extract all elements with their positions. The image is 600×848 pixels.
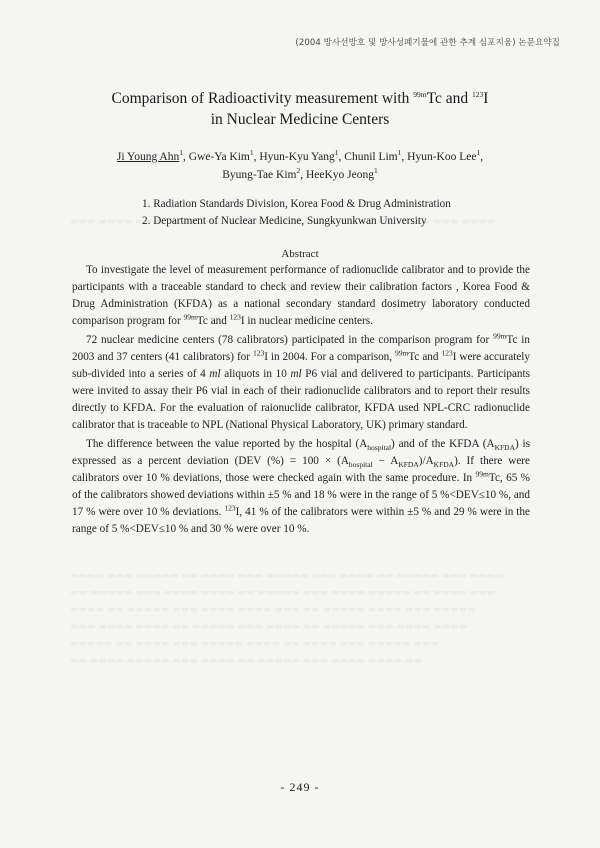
abstract-paragraph-2: 72 nuclear medicine centers (78 calibrators) participated in the comparison program for $^{99m}$Tc in 2003 and 37 centers (41 calibrators) for $^{123}$I in 2004. For a comparison, $^{99m}$Tc and $^{123}$I were accurately sub-divided into a series of 4 ml aliquots in 10 ml P6 vial and delivered to participants. Participants were invited to assay their P6 vial in each of their radionuclide calibrators and to report their results directly to KFDA. For the evaluation of raionuclide calibrator, KFDA used NPL-CRC radionuclide calibrator that is traceable to NPL (National Physical Laboratory, UK) primary standard. — [72, 331, 531, 431]
bleed-through-text — [70, 619, 530, 636]
bleed-through-text — [70, 585, 530, 602]
author-name: Gwe-Ya Kim — [188, 151, 250, 163]
paper-title — [0, 88, 600, 130]
running-header: (2004 방사선방호 및 방사성폐기물에 관한 추계 심포지움) 논문요약집 — [295, 38, 560, 48]
abstract-body — [72, 262, 530, 538]
title-line-2: in Nuclear Medicine Centers — [210, 111, 390, 128]
bleed-through-text — [70, 214, 530, 231]
author-name: Ji Young Ahn — [116, 151, 180, 163]
page-number: - 249 - — [280, 780, 320, 794]
author-line-2: Byung-Tae Kim$^2$, HeeKyo Jeong$^1$ — [222, 166, 378, 181]
author-name: Hyun-Kyu Yang — [259, 151, 335, 163]
bleed-through-text — [70, 636, 530, 653]
author-name: HeeKyo Jeong — [305, 169, 375, 181]
author-line-1: Ji Young Ahn$^1$, Gwe-Ya Kim$^1$, Hyun-Kyu Yang$^1$, Chunil Lim$^1$, Hyun-Koo Lee$^1$, — [116, 148, 484, 163]
abstract-paragraph-3: The difference between the value reported by the hospital $(A_{hospital})$ and of the KFDA $(A_{KFDA})$ is expressed as a percent deviation (DEV (%) = $100 \times (A_{hospital} - A_{KFDA})/A_{KFDA}$). If there were calibrators over 10 % deviations, those were checked again with the same procedure. In $^{99m}$Tc, 65 % of the calibrators showed deviations within ±5 % and 18 % were in the range of 5 %<DEV≤10 %, and 17 % were over 10 % deviations. $^{123}$I, 41 % of the calibrators were within ±5 % and 29 % were in the range of 5 %<DEV≤10 % and 30 % were over 10 %. — [72, 438, 531, 535]
author-name: Byung-Tae Kim — [222, 169, 297, 181]
bleed-through-text — [70, 653, 530, 670]
author-list — [0, 148, 600, 184]
author-name: Chunil Lim — [344, 151, 398, 163]
affiliation-1: 1. Radiation Standards Division, Korea Food & Drug Administration — [142, 198, 451, 210]
title-line-1: Comparison of Radioactivity measurement with $^{99m}$Tc and $^{123}$I — [111, 89, 489, 107]
bleed-through-text — [70, 568, 530, 585]
abstract-heading: Abstract — [281, 248, 319, 260]
bleed-through-text — [70, 602, 530, 619]
affiliation-2: 2. Department of Nuclear Medicine, Sungkyunkwan University — [142, 215, 427, 227]
abstract-paragraph-1: To investigate the level of measurement performance of radionuclide calibrator and to provide the participants with a traceable standard to check and review their calibration factors , Korea Food & Drug Administration (KFDA) as a national secondary standard dosimetry laboratory conducted comparison program for $^{99m}$Tc and $^{123}$I in nuclear medicine centers. — [72, 264, 530, 327]
author-name: Hyun-Koo Lee — [407, 151, 477, 163]
